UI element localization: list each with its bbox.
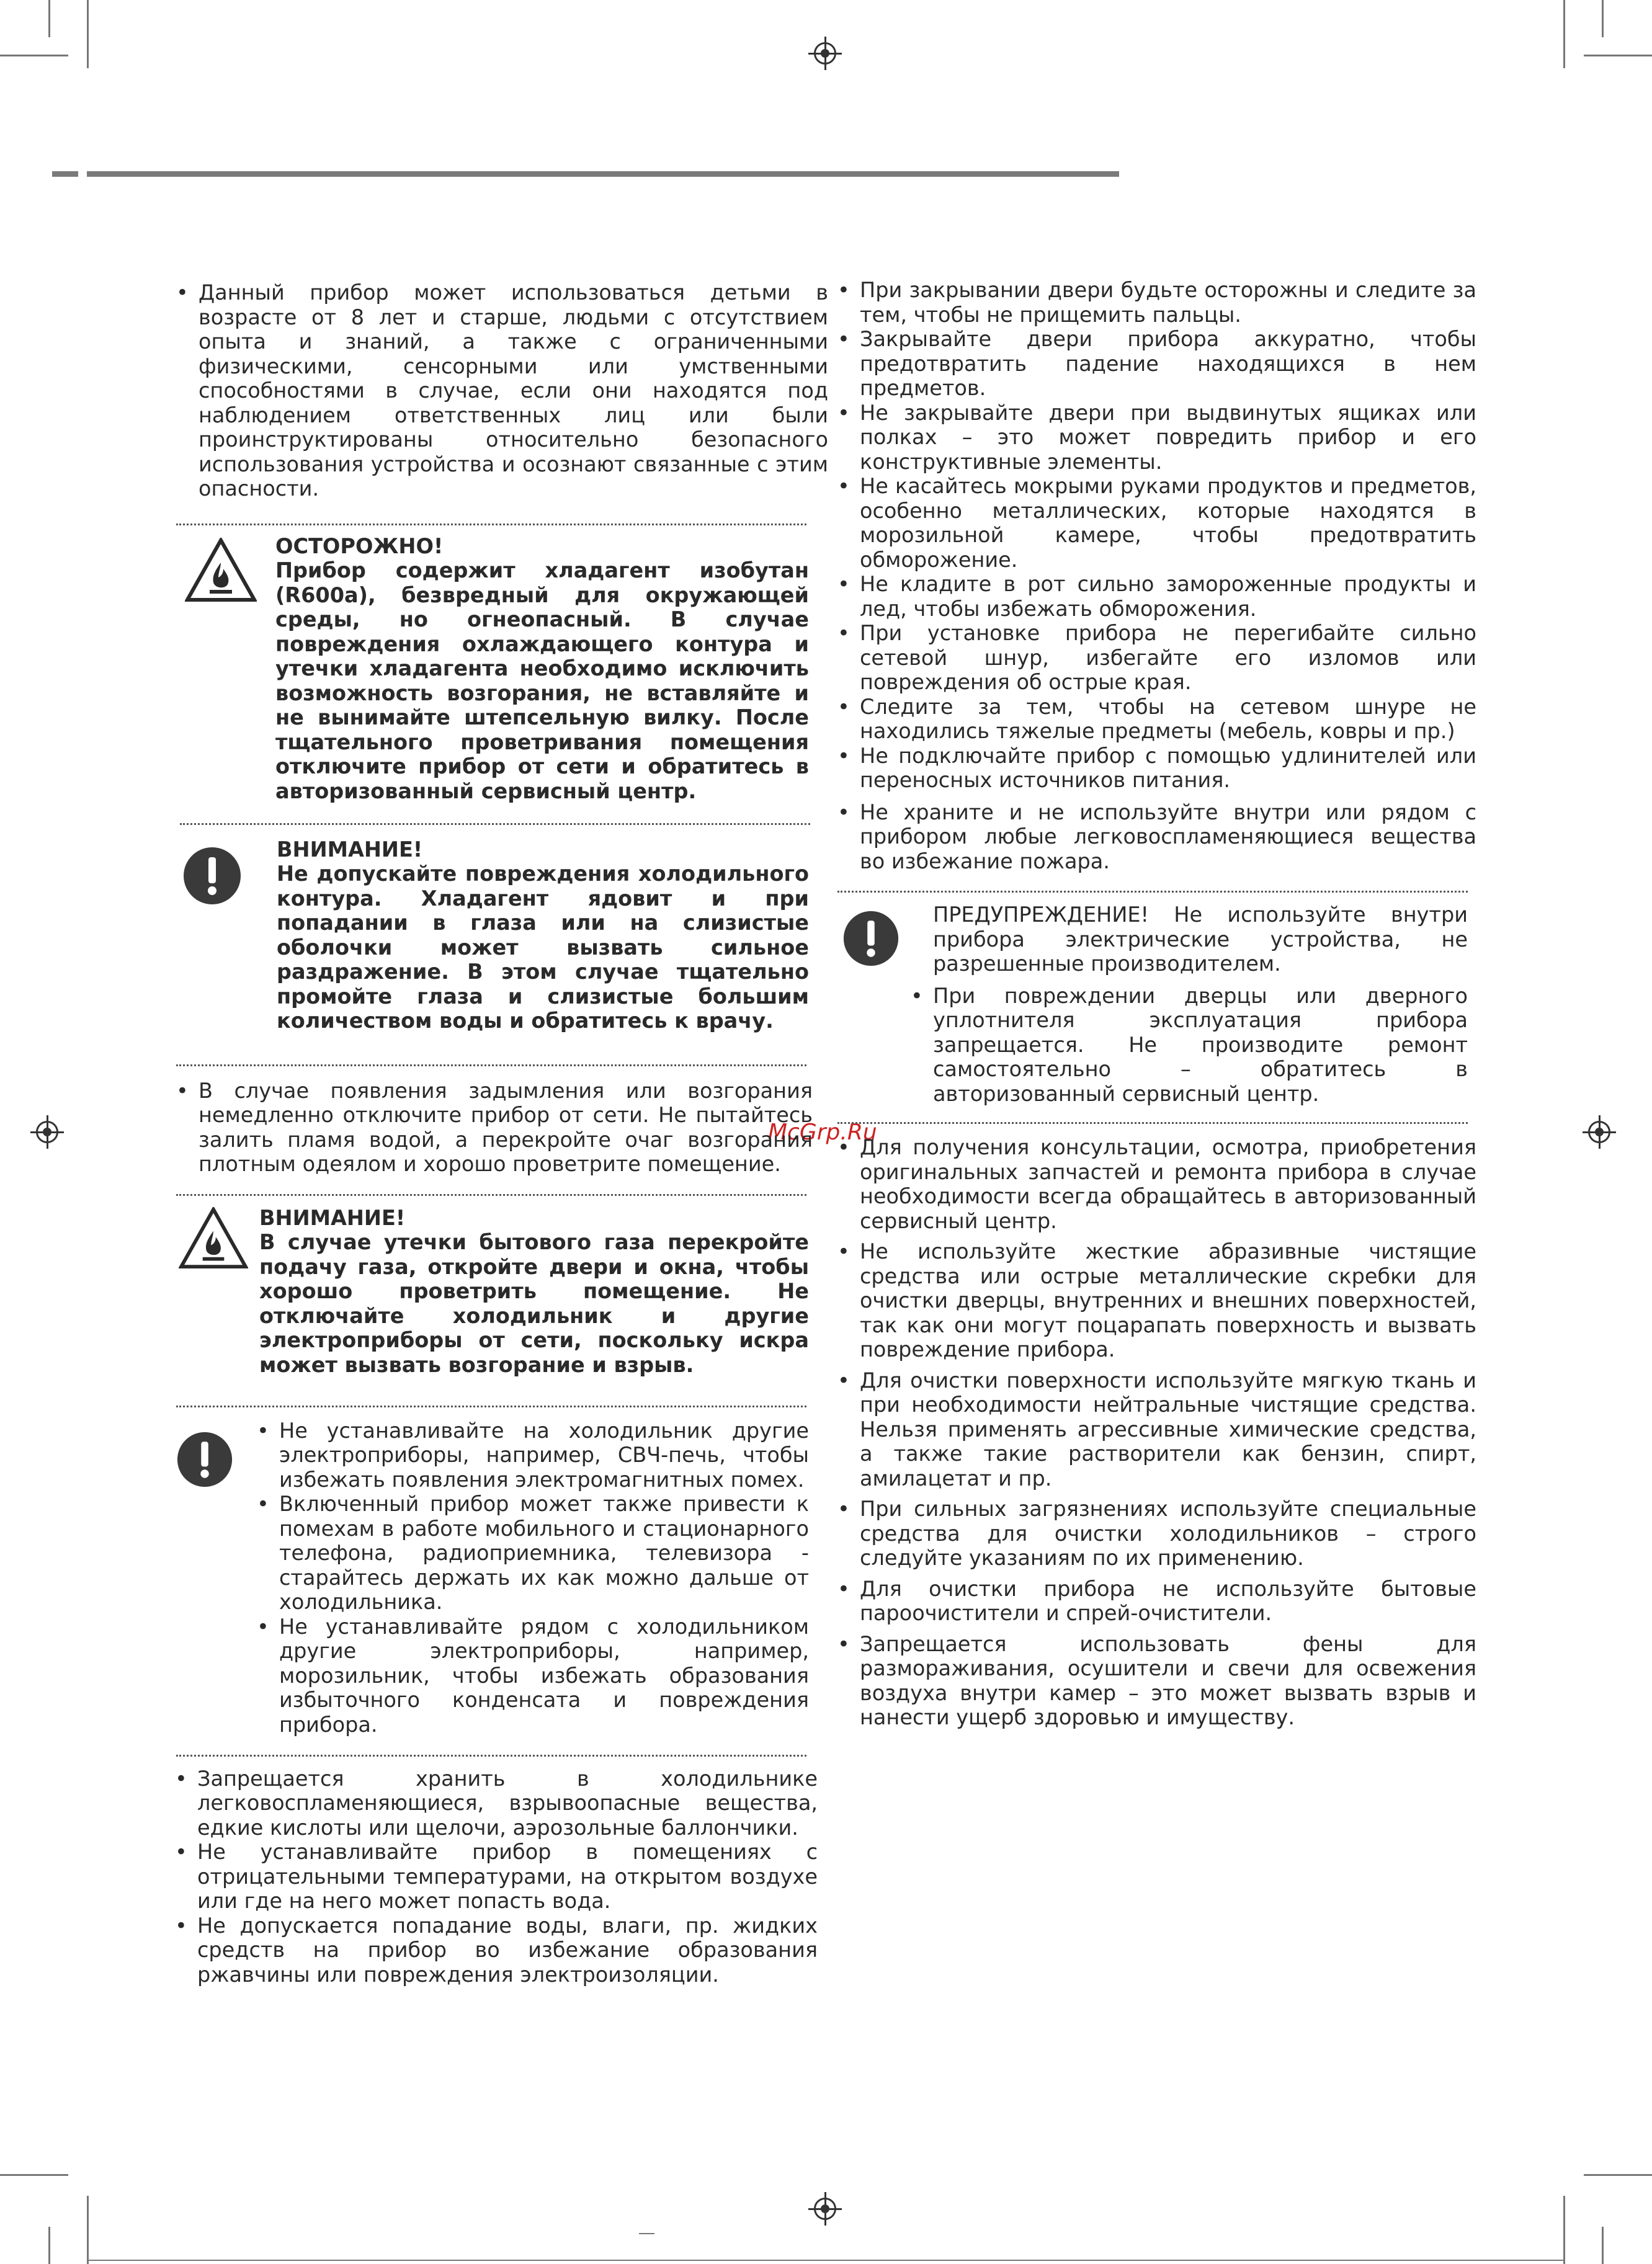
list-item: • Не кладите в рот сильно замороженные продукты и лед, чтобы избежать обморожения. <box>837 572 1476 621</box>
list-item: • Не используйте жесткие абразивные чистящие средства или острые металлические скребки для очистки дверцы, внутренних и внешних поверхностей, так как они могут поцарапать поверхность и вызвать повреждение прибора. <box>837 1239 1476 1362</box>
list-item: • Не касайтесь мокрыми руками продуктов и предметов, особенно металлических, которые находятся в морозильной камере, чтобы предотвратить обморожение. <box>837 474 1476 572</box>
crop-mark <box>639 2233 654 2234</box>
registration-mark-icon <box>36 1121 58 1143</box>
crop-mark <box>87 2260 1563 2261</box>
list-item: • Следите за тем, чтобы на сетевом шнуре не находились тяжелые предметы (мебель, ковры и пр.) <box>837 695 1476 744</box>
crop-mark <box>1563 0 1565 68</box>
crop-mark <box>48 2227 50 2264</box>
list-item: • Не устанавливайте на холодильник другие электроприборы, например, СВЧ-печь, чтобы избежать появления электромагнитных помех. <box>257 1419 809 1492</box>
list-item: • Для очистки прибора не используйте бытовые пароочистители и спрей-очистители. <box>837 1577 1476 1626</box>
list-item: • При повреждении дверцы или дверного уплотнителя эксплуатация прибора запрещается. Не производите ремонт самостоятельно – обратитесь в авторизованный сервисный центр. <box>911 984 1468 1107</box>
note-title: ВНИМАНИЕ! <box>259 1205 406 1230</box>
list-item: • Не устанавливайте рядом с холодильником другие электроприборы, например, морозильник, чтобы избежать образования избыточного конденсата и повреждения прибора. <box>257 1615 809 1737</box>
crop-mark <box>0 55 68 56</box>
list-item: • Не допускается попадание воды, влаги, пр. жидких средств на прибор во избежание образования ржавчины или повреждения электроизоляции. <box>175 1914 818 1987</box>
note-title: ВНИМАНИЕ! <box>277 837 423 862</box>
list-item: • Запрещается хранить в холодильнике легковоспламеняющиеся, взрывоопасные вещества, едкие кислоты или щелочи, аэрозольные баллончики. <box>175 1767 818 1840</box>
list-item: • Не устанавливайте прибор в помещениях с отрицательными температурами, на открытом воздухе или где на него может попасть вода. <box>175 1840 818 1914</box>
list-item: • Для очистки поверхности используйте мягкую ткань и при необходимости нейтральные чистящие средства. Нельзя применять агрессивные химические средства, а также такие растворители как бензин, спирт, амилацетат и пр. <box>837 1368 1476 1491</box>
registration-mark-icon <box>1588 1121 1610 1143</box>
warning-note <box>837 893 1476 1122</box>
list-item: • Для получения консультации, осмотра, приобретения оригинальных запчастей и ремонта прибора в случае необходимости всегда обращайтесь в авторизованный сервисный центр. <box>837 1135 1476 1233</box>
header-rule <box>52 171 78 177</box>
crop-mark <box>0 2174 68 2176</box>
right-column <box>837 278 1476 1730</box>
list-item: • В случае появления задымления или возгорания немедленно отключите прибор от сети. Не пытайтесь залить пламя водой, а перекройте очаг возгорания плотным одеялом и хорошо проветрите помещение. <box>176 1079 813 1177</box>
list-item: • При закрывании двери будьте осторожны и следите за тем, чтобы не прищемить пальцы. <box>837 278 1476 327</box>
note-text: В случае утечки бытового газа перекройте подачу газа, откройте двери и окна, чтобы хорошо проветрить помещение. Не отключайте холодильник и другие электроприборы от сети, поскольку искра может вызвать возгорание и взрыв. <box>259 1230 809 1377</box>
crop-mark <box>48 0 50 37</box>
list-item: • Не храните и не используйте внутри или рядом с прибором любые легковоспламеняющиеся вещества во избежание пожара. <box>837 800 1476 874</box>
list-item: • Запрещается использовать фены для размораживания, осушители и свечи для освежения воздуха внутри камер – это может вызвать взрыв и нанести ущерб здоровью и имуществу. <box>837 1632 1476 1730</box>
note-text: Прибор содержит хладагент изобутан (R600a), безвредный для окружающей среды, но огнеопасный. В случае повреждения охлаждающего контура и утечки хладагента необходимо исключить возможность возгорания, не вставляйте и не вынимайте штепсельную вилку. После тщательного проветривания помещения отключите прибор от сети и обратитесь в авторизованный сервисный центр. <box>275 558 809 803</box>
exclamation-icon <box>182 846 242 911</box>
appliances-note <box>176 1407 809 1755</box>
list-item: • Не закрывайте двери при выдвинутых ящиках или полках – это может повредить прибор и его конструктивные элементы. <box>837 401 1476 475</box>
attention-note <box>176 825 809 1064</box>
crop-mark <box>1584 55 1652 56</box>
header-rule <box>87 171 1119 177</box>
crop-mark <box>87 2196 89 2264</box>
exclamation-icon <box>176 1431 233 1494</box>
note-text: Не допускайте повреждения холодильного контура. Хладагент ядовит и при попадании в глаза или на слизистые оболочки может вызвать сильное раздражение. В этом случае тщательно промойте глаза и слизистые большим количеством воды и обратитесь к врачу. <box>277 862 809 1033</box>
list-item: • При сильных загрязнениях используйте специальные средства для очистки холодильников – строго следуйте указаниям по их применению. <box>837 1497 1476 1571</box>
list-item: • Включенный прибор может также привести к помехам в работе мобильного и стационарного телефона, радиоприемника, телевизора - старайтесь держать их как можно дальше от холодильника. <box>257 1492 809 1615</box>
crop-mark <box>1602 2227 1604 2264</box>
flammable-warning-icon <box>185 538 257 608</box>
attention-note <box>176 1196 809 1406</box>
list-item: • Данный прибор может использоваться детьми в возрасте от 8 лет и старше, людьми с отсутствием опыта и знаний, а также с ограниченными физическими, сенсорными или умственными способностями в случае, если они находятся под наблюдением ответственных лиц или были проинструктированы относительно безопасного использования устройства и осознают связанные с этим опасности. <box>176 280 828 501</box>
flammable-warning-icon <box>179 1207 248 1275</box>
note-title: ОСТОРОЖНО! <box>275 533 444 558</box>
crop-mark <box>1602 0 1604 37</box>
watermark: McGrp.Ru <box>768 1120 877 1145</box>
crop-mark <box>1584 2174 1652 2176</box>
list-item: • Не подключайте прибор с помощью удлинителей или переносных источников питания. <box>837 744 1476 793</box>
exclamation-icon <box>842 910 900 973</box>
registration-mark-icon <box>814 2198 836 2220</box>
registration-mark-icon <box>814 42 836 65</box>
crop-mark <box>1563 2196 1565 2264</box>
crop-mark <box>87 0 89 68</box>
note-text: ПРЕДУПРЕЖДЕНИЕ! Не используйте внутри прибора электрические устройства, не разрешенные производителем. <box>933 902 1468 976</box>
list-item: • При установке прибора не перегибайте сильно сетевой шнур, избегайте его изломов или повреждения об острые края. <box>837 621 1476 695</box>
list-item: • Закрывайте двери прибора аккуратно, чтобы предотвратить падение находящихся в нем предметов. <box>837 327 1476 401</box>
caution-note <box>176 525 809 823</box>
